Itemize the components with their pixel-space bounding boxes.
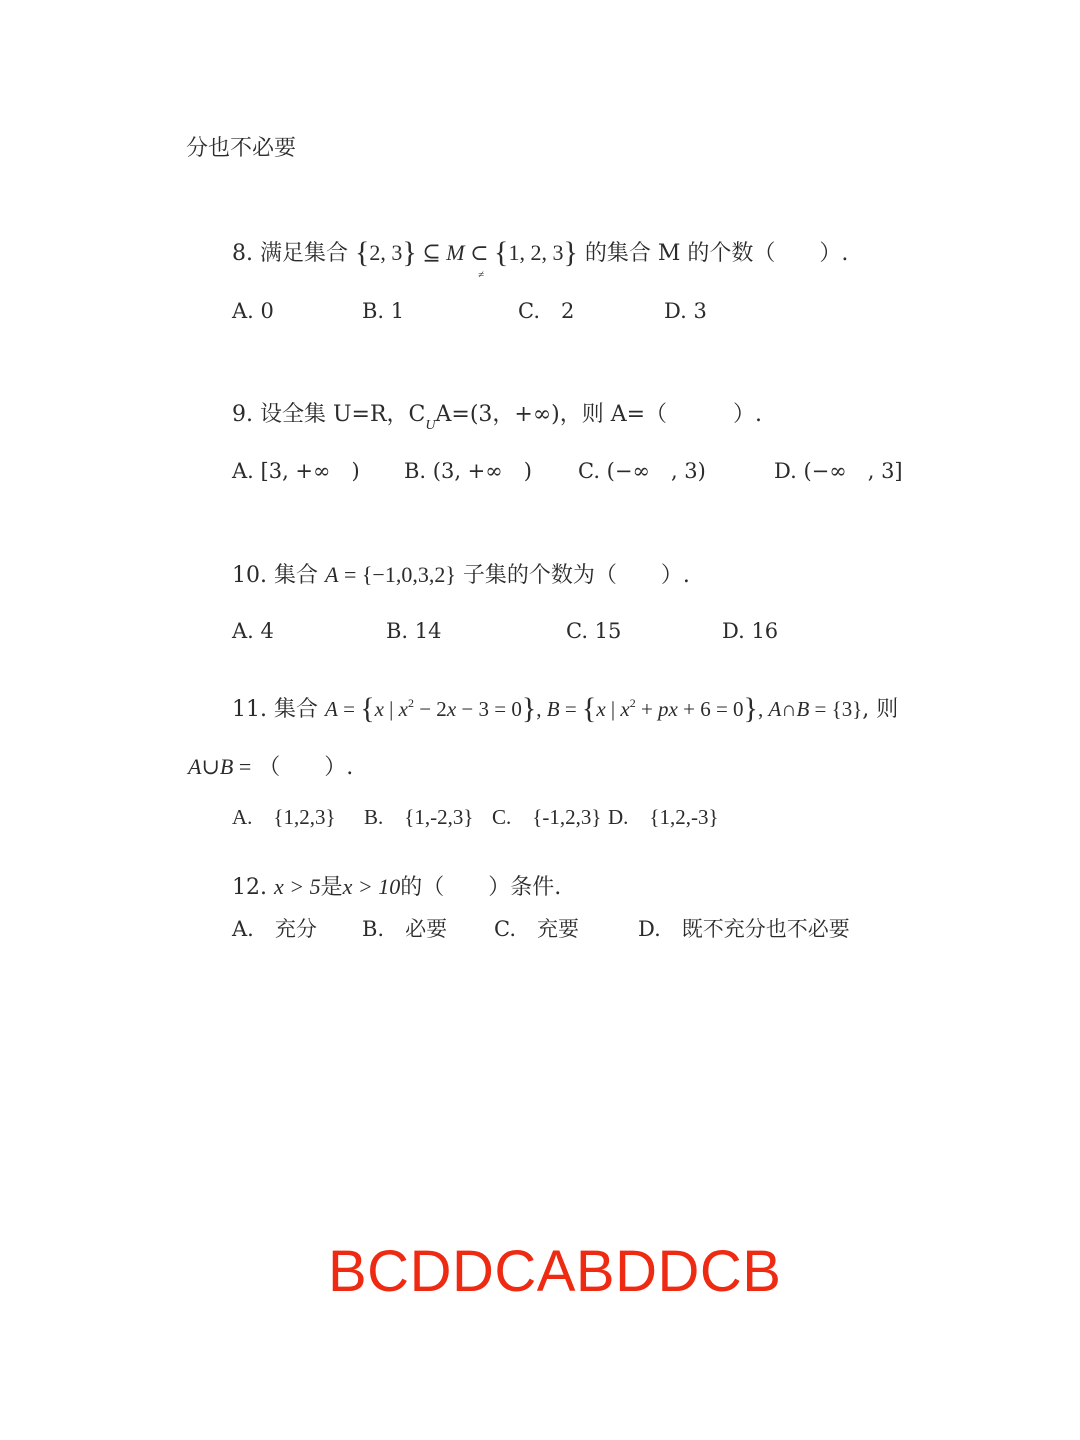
question-12-text-a: 是: [320, 875, 343, 900]
question-12-number: 12.: [232, 875, 267, 900]
question-11-blank: （ ）.: [258, 755, 354, 780]
question-8-text-b: 的集合 M 的个数（ ）.: [584, 241, 849, 266]
question-12-text-b: 的（ ）条件.: [400, 875, 562, 900]
question-9-text: 设全集 U=R，C: [260, 402, 426, 427]
answer-key: BCDDCABDDCB: [328, 1239, 782, 1304]
q11-option-a: A. {1,2,3}: [232, 805, 336, 829]
question-10-text-b: 子集的个数为（ ）.: [462, 563, 690, 588]
question-9-subscript: U: [425, 418, 436, 433]
question-10: [232, 560, 690, 591]
q8-option-b: B. 1: [362, 299, 405, 323]
q11-option-d: D. {1,2,-3}: [608, 805, 719, 829]
question-11-number: 11.: [232, 697, 267, 722]
question-9: [232, 400, 762, 433]
q9-option-c: C. (−∞ , 3): [578, 459, 706, 483]
question-11: [232, 694, 898, 727]
question-8-math: {2, 3} ⊆ M ⊂ ≠ {1, 2, 3}: [355, 236, 578, 281]
q8-option-c: C. 2: [518, 299, 575, 323]
q9-option-b: B. (3, +∞ ): [404, 459, 532, 483]
question-11-line-2: [188, 752, 353, 783]
q10-option-b: B. 14: [386, 619, 442, 643]
question-12-math-a: x > 5: [274, 874, 321, 899]
q10-option-c: C. 15: [566, 619, 622, 643]
question-11-text-b: , 则: [862, 697, 899, 722]
question-8-text-a: 满足集合: [260, 241, 349, 266]
question-10-math: A = {−1,0,3,2}: [325, 562, 456, 587]
q10-option-a: A. 4: [232, 619, 274, 643]
q11-option-b: B. {1,-2,3}: [364, 805, 474, 829]
question-11-math: A = {x | $x^2 - 2x - 3 = 0$}, B = {x | $x^2$ + px + 6 = 0}, A∩B = {3}: [325, 692, 863, 725]
q12-option-b: B. 必要: [362, 917, 448, 941]
q9-option-a: A. [3, +∞ ): [232, 459, 360, 483]
question-10-text-a: 集合: [274, 563, 319, 588]
q12-option-a: A. 充分: [232, 917, 317, 941]
question-11-text-a: 集合: [274, 697, 319, 722]
question-8: [232, 236, 849, 281]
q12-option-d: D. 既不充分也不必要: [638, 917, 850, 941]
question-11-union: A∪B =: [188, 754, 252, 779]
continuation-text: 分也不必要: [186, 136, 297, 161]
q8-option-a: A. 0: [232, 299, 274, 323]
q9-option-d: D. (−∞ , 3]: [774, 459, 903, 483]
question-8-number: 8.: [232, 241, 253, 266]
q11-option-c: C. {-1,2,3}: [492, 805, 602, 829]
question-12: [232, 872, 561, 903]
question-12-math-b: x > 10: [342, 874, 401, 899]
question-10-number: 10.: [232, 563, 267, 588]
q8-option-d: D. 3: [664, 299, 707, 323]
q12-option-c: C. 充要: [494, 917, 579, 941]
question-9-text-b: A=(3，+∞)，则 A=（ ）.: [435, 402, 763, 427]
q10-option-d: D. 16: [722, 619, 779, 643]
question-9-number: 9.: [232, 402, 253, 427]
